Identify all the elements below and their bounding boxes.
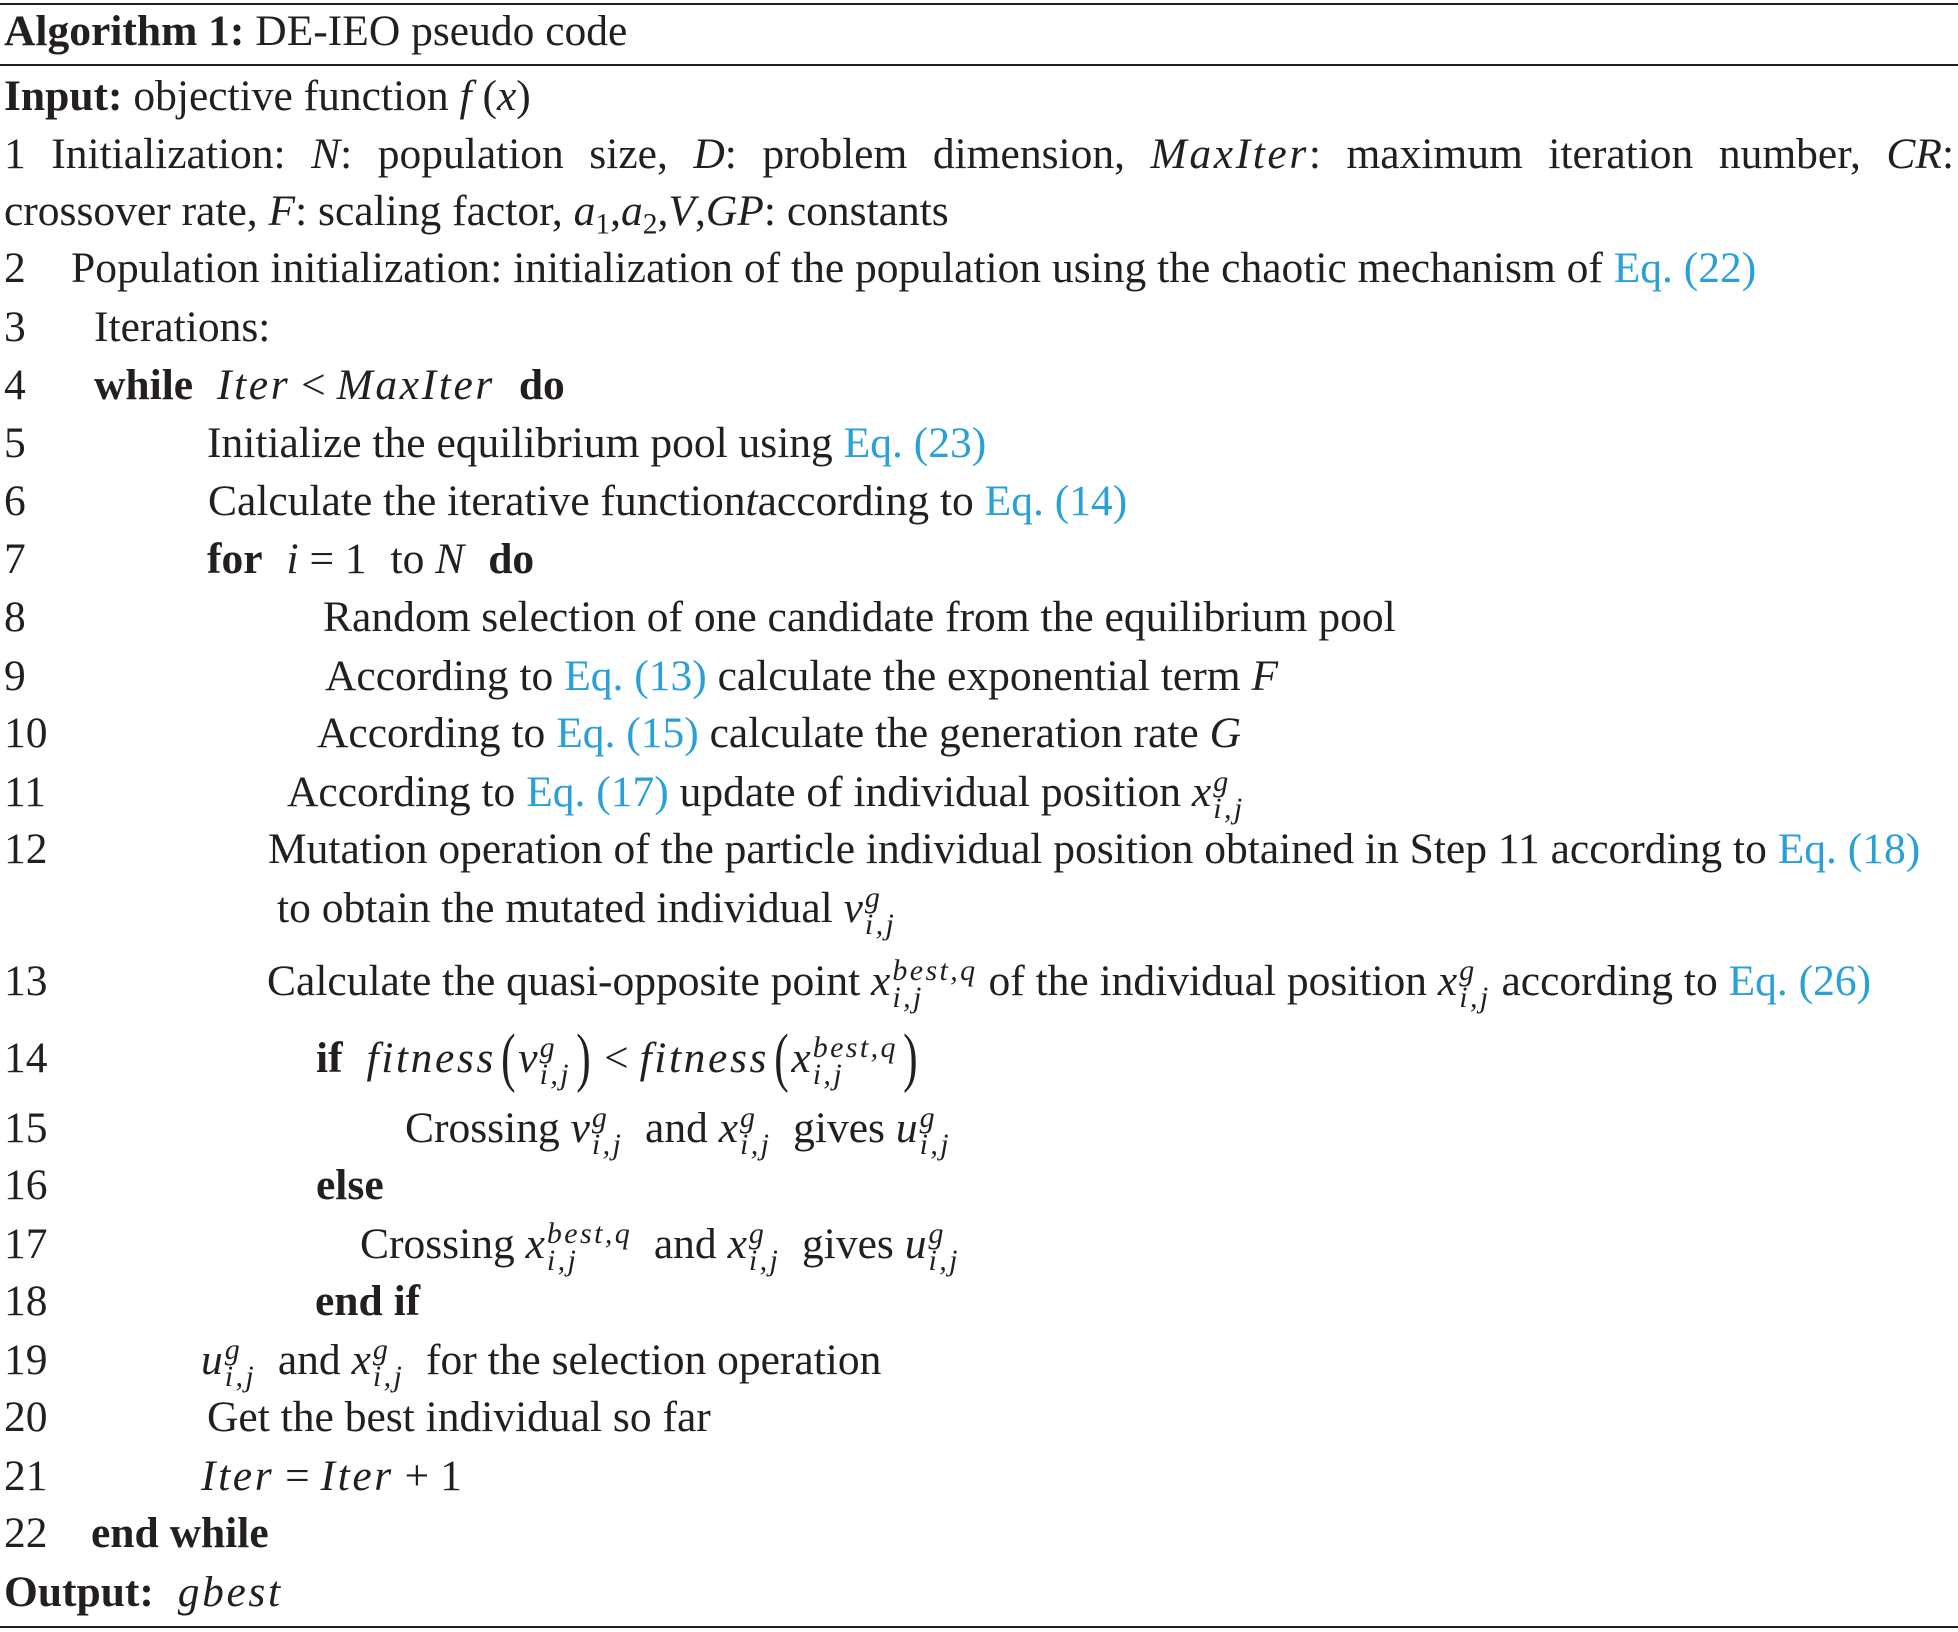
math-v-g-ij [843, 881, 897, 941]
line-body [277, 879, 897, 941]
math-scripts [591, 1101, 624, 1161]
less-than: < [301, 361, 326, 409]
math-scripts [928, 1217, 960, 1277]
var-g: G [1209, 709, 1241, 757]
math-v-g-ij [570, 1101, 624, 1161]
math-scripts [372, 1333, 405, 1393]
eq-18-link[interactable]: Eq. (18) [1777, 825, 1921, 873]
line-12 [0, 820, 1958, 878]
math-x-g-ij [718, 1101, 772, 1161]
output-line [0, 1563, 1958, 1621]
line-20 [0, 1388, 1958, 1446]
line-text: calculate the generation rate [709, 709, 1199, 757]
line-text: According to [287, 768, 516, 816]
math-sub: i,j [591, 1128, 624, 1161]
start-value: 1 [344, 535, 367, 583]
line-text: update of individual position [679, 768, 1182, 816]
line-11 [0, 763, 1958, 825]
line-body [405, 1099, 951, 1161]
math-scripts [224, 1333, 257, 1393]
paren-close: ) [576, 1022, 591, 1094]
math-sup: g [1459, 954, 1477, 987]
line-number: 3 [4, 303, 26, 351]
paren-open: ( [501, 1022, 516, 1094]
math-base: x [791, 1034, 811, 1082]
var-cr: CR [1886, 130, 1942, 178]
math-base: u [895, 1104, 918, 1152]
line-text: : scaling factor, [295, 187, 563, 235]
line-21 [0, 1447, 1958, 1505]
line-17 [0, 1215, 1958, 1277]
var-f: F [268, 187, 296, 235]
line-body [71, 239, 1756, 297]
keyword-end-while: end while [91, 1509, 269, 1557]
line-number: 22 [4, 1509, 48, 1557]
line-22 [0, 1504, 1958, 1562]
eq-17-link[interactable]: Eq. (17) [526, 768, 669, 816]
math-u-g-ij [201, 1333, 257, 1393]
keyword-for: for [207, 535, 263, 583]
one: 1 [440, 1452, 462, 1500]
comma: , [695, 187, 706, 235]
math-x-g-ij [351, 1333, 405, 1393]
math-sup: g [591, 1101, 610, 1134]
input-var: x [496, 72, 517, 120]
math-base: x [1437, 957, 1458, 1005]
line-13 [0, 952, 1958, 1014]
var-i: i [286, 535, 299, 583]
eq-26-link[interactable]: Eq. (26) [1728, 957, 1872, 1005]
var-n: N [435, 535, 465, 583]
line-number: 11 [4, 768, 46, 816]
line-number: 10 [4, 709, 48, 757]
var-maxiter: MaxIter [336, 361, 495, 409]
plus: + [404, 1452, 430, 1500]
math-sub: i,j [864, 908, 897, 941]
var-a1: a [573, 187, 596, 235]
math-sup: g [919, 1101, 937, 1134]
eq-22-link[interactable]: Eq. (22) [1613, 244, 1757, 292]
math-sub: i,j [539, 1058, 571, 1091]
keyword-do: do [518, 361, 565, 409]
math-sub: i,j [1459, 981, 1491, 1014]
line-19 [0, 1331, 1958, 1393]
math-base: x [727, 1220, 747, 1268]
math-base: v [843, 884, 863, 932]
line-text: crossover rate, [4, 187, 258, 235]
line-text: Initialize the equilibrium pool using [207, 419, 833, 467]
line-body [268, 820, 1920, 878]
input-body [4, 67, 531, 125]
line-body [316, 1022, 920, 1094]
bottom-rule [0, 1626, 1958, 1628]
line-7 [0, 530, 1958, 588]
eq-15-link[interactable]: Eq. (15) [556, 709, 699, 757]
line-text: Population initialization: initialization of the population using the chaotic mechanism of [71, 244, 1603, 292]
var-iter: Iter [217, 361, 291, 409]
paren-close: ) [516, 72, 531, 120]
line-text: : [1941, 130, 1954, 178]
line-text: to obtain the mutated individual [277, 884, 833, 932]
header-body [4, 2, 627, 60]
line-number: 6 [4, 477, 26, 525]
math-u-g-ij [904, 1217, 960, 1277]
math-x-g-ij [1437, 954, 1491, 1014]
line-number: 18 [4, 1277, 48, 1325]
var-gp: GP [705, 187, 764, 235]
line-number: 4 [4, 361, 26, 409]
math-base: x [525, 1220, 545, 1268]
math-sup: g [539, 1031, 557, 1064]
line-text: According to [325, 652, 554, 700]
comma: , [657, 187, 669, 235]
keyword-do: do [488, 535, 535, 583]
output-label: Output: [4, 1568, 154, 1616]
input-text: objective function [133, 72, 449, 120]
math-base: u [201, 1336, 223, 1384]
math-sub: i,j [740, 1128, 772, 1161]
line-number: 9 [4, 652, 26, 700]
math-sup: best,q [892, 954, 978, 987]
math-scripts [539, 1031, 571, 1091]
line-body [4, 182, 949, 240]
math-x-bestq-ij [871, 954, 978, 1014]
line-text: Mutation operation of the particle individual position obtained in Step 11 according to [268, 825, 1767, 873]
line-body [287, 763, 1245, 825]
line-1-continued [0, 182, 1958, 240]
paren-open: ( [774, 1022, 789, 1094]
header-rule [0, 64, 1958, 66]
line-number: 8 [4, 593, 26, 641]
var-iter: Iter [320, 1452, 394, 1500]
input-line [0, 67, 1958, 125]
line-18 [0, 1272, 1958, 1330]
eq-14-link[interactable]: Eq. (14) [984, 477, 1128, 525]
line-body [94, 356, 565, 414]
math-x-bestq-ij [525, 1217, 633, 1277]
eq-13-link[interactable]: Eq. (13) [564, 652, 707, 700]
line-text: Get the best individual so far [207, 1393, 711, 1441]
line-body [207, 414, 986, 472]
line-number: 15 [4, 1104, 48, 1152]
math-scripts [748, 1217, 781, 1277]
line-text: : maximum iteration number, [1308, 130, 1861, 178]
math-scripts [1213, 765, 1245, 825]
gives-word: gives [802, 1220, 894, 1268]
math-base: v [518, 1034, 538, 1082]
keyword-while: while [94, 361, 194, 409]
line-text: of the individual position [988, 957, 1428, 1005]
math-v-g-ij [518, 1031, 571, 1091]
line-5 [0, 414, 1958, 472]
line-body [201, 1331, 882, 1393]
line-16 [0, 1156, 1958, 1214]
gives-word: gives [793, 1104, 885, 1152]
line-body [201, 1447, 462, 1505]
comma: , [610, 187, 621, 235]
math-sup: g [928, 1217, 946, 1250]
to-word: to [390, 535, 425, 583]
line-number: 19 [4, 1336, 48, 1384]
equals: = [309, 535, 334, 583]
line-number: 20 [4, 1393, 48, 1441]
input-label: Input: [4, 72, 123, 120]
and-word: and [277, 1336, 341, 1384]
line-15 [0, 1099, 1958, 1161]
var-d: D [693, 130, 725, 178]
line-1 [4, 125, 1954, 183]
subscript-2: 2 [642, 208, 658, 241]
algorithm-header [0, 2, 1958, 60]
math-scripts [1459, 954, 1491, 1014]
var-a2: a [621, 187, 643, 235]
line-text: : population size, [340, 130, 668, 178]
var-t: t [745, 477, 758, 525]
math-base: x [1191, 768, 1212, 816]
math-scripts [919, 1101, 951, 1161]
var-n: N [311, 130, 341, 178]
math-scripts [546, 1217, 633, 1277]
math-sup: g [740, 1101, 758, 1134]
line-2 [0, 239, 1958, 297]
math-scripts [864, 881, 897, 941]
line-text: : constants [763, 187, 949, 235]
line-text: according to [1501, 957, 1718, 1005]
math-sup: g [224, 1333, 243, 1366]
output-body [4, 1563, 283, 1621]
math-sub: i,j [812, 1058, 845, 1091]
line-text: According to [317, 709, 546, 757]
math-x-g-ij [727, 1217, 781, 1277]
line-9 [0, 647, 1958, 705]
math-sub: i,j [748, 1244, 781, 1277]
math-base: x [718, 1104, 739, 1152]
line-body [317, 704, 1241, 762]
line-text: for the selection operation [426, 1336, 882, 1384]
keyword-else: else [316, 1161, 384, 1209]
line-body [207, 530, 534, 588]
line-label: Initialization: [51, 130, 286, 178]
line-8 [0, 588, 1958, 646]
line-4 [0, 356, 1958, 414]
math-sub: i,j [919, 1128, 951, 1161]
line-number: 1 [4, 130, 26, 178]
line-number: 14 [4, 1034, 48, 1082]
line-text: Random selection of one candidate from the equilibrium pool [323, 593, 1396, 641]
math-base: v [570, 1104, 590, 1152]
math-sub: i,j [372, 1360, 405, 1393]
math-base: x [871, 957, 891, 1005]
line-14 [0, 1022, 1958, 1094]
line-12-continued [0, 879, 1958, 941]
math-base: u [904, 1220, 927, 1268]
var-maxiter: MaxIter [1150, 130, 1309, 178]
output-value: gbest [177, 1568, 283, 1616]
and-word: and [653, 1220, 717, 1268]
algorithm-label: Algorithm 1: [4, 7, 245, 55]
line-body [267, 952, 1872, 1014]
math-sup: g [1213, 765, 1231, 798]
line-text: Calculate the quasi-opposite point [267, 957, 861, 1005]
math-sub: i,j [224, 1360, 257, 1393]
math-sup: best,q [812, 1031, 898, 1064]
line-number: 12 [4, 825, 48, 873]
line-3 [0, 298, 1958, 356]
math-sub: i,j [928, 1244, 960, 1277]
paren-open: ( [482, 72, 497, 120]
line-number: 13 [4, 957, 48, 1005]
paren-close: ) [903, 1022, 918, 1094]
math-u-g-ij [895, 1101, 951, 1161]
func-fitness: fitness [639, 1034, 770, 1082]
line-text: Crossing [360, 1220, 515, 1268]
math-sup: g [372, 1333, 391, 1366]
keyword-end-if: end if [315, 1277, 421, 1325]
line-number: 7 [4, 535, 26, 583]
math-x-g-ij [1191, 765, 1245, 825]
and-word: and [645, 1104, 708, 1152]
math-scripts [740, 1101, 772, 1161]
line-number: 21 [4, 1452, 48, 1500]
line-10 [0, 704, 1958, 762]
algorithm-title: DE-IEO pseudo code [255, 7, 628, 55]
math-sup: g [748, 1217, 767, 1250]
math-sup: g [864, 881, 883, 914]
subscript-1: 1 [595, 208, 611, 241]
var-f: F [1251, 652, 1279, 700]
line-text: Calculate the iterative function [208, 477, 746, 525]
math-scripts [812, 1031, 898, 1091]
math-x-bestq-ij [791, 1031, 898, 1091]
math-scripts [892, 954, 978, 1014]
math-base: x [351, 1336, 371, 1384]
math-sub: i,j [546, 1244, 579, 1277]
keyword-if: if [316, 1034, 343, 1082]
func-fitness: fitness [366, 1034, 496, 1082]
var-v: V [668, 187, 695, 235]
line-number: 2 [4, 244, 26, 292]
less-than: < [604, 1034, 629, 1082]
math-sup: best,q [546, 1217, 633, 1250]
math-sub: i,j [892, 981, 924, 1014]
eq-23-link[interactable]: Eq. (23) [843, 419, 987, 467]
line-number: 16 [4, 1161, 48, 1209]
line-body [360, 1215, 960, 1277]
var-iter: Iter [201, 1452, 275, 1500]
line-body [325, 647, 1278, 705]
equals: = [285, 1452, 310, 1500]
line-text: Crossing [405, 1104, 560, 1152]
input-func: f [459, 72, 472, 120]
line-text: calculate the exponential term [717, 652, 1241, 700]
line-number: 5 [4, 419, 26, 467]
line-6 [0, 472, 1958, 530]
line-text: according to [757, 477, 974, 525]
line-text: Iterations: [94, 303, 271, 351]
math-sub: i,j [1213, 792, 1245, 825]
line-number: 17 [4, 1220, 48, 1268]
line-text: : problem dimension, [724, 130, 1125, 178]
line-body [208, 472, 1127, 530]
